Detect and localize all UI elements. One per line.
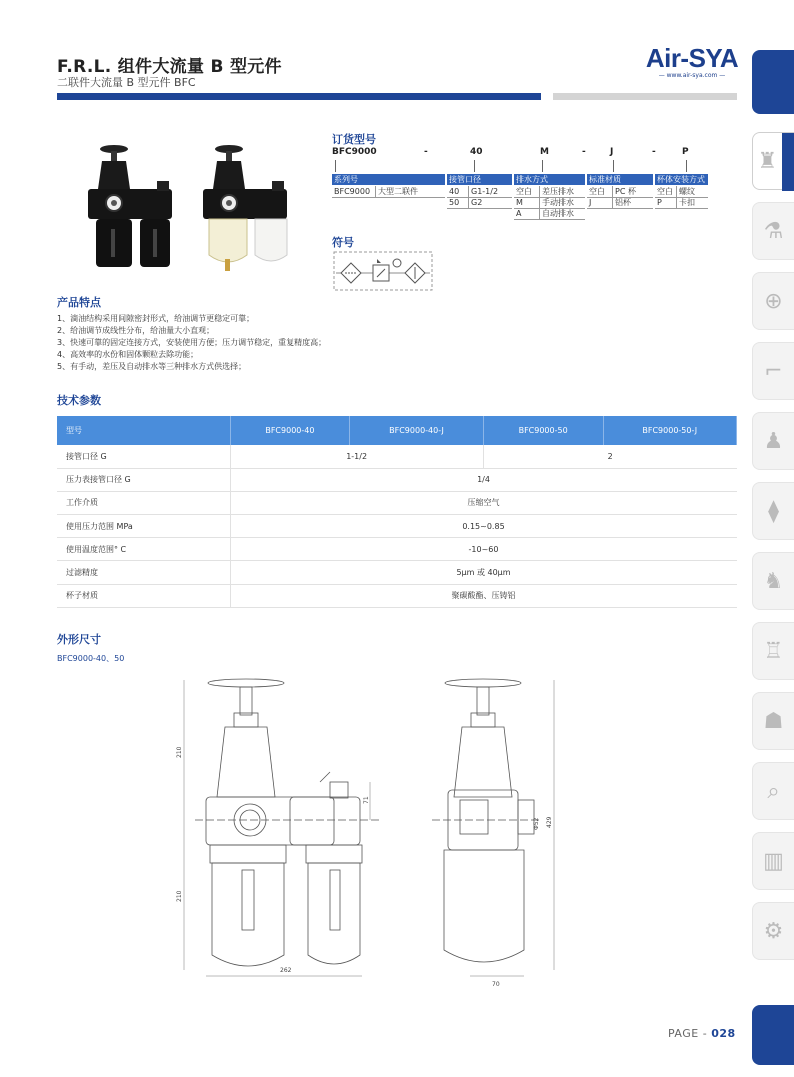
order-code-part: BFC9000: [332, 147, 377, 157]
sidebar-item-elbow[interactable]: [752, 762, 794, 820]
page-label: PAGE -: [668, 1027, 712, 1040]
order-option-desc: 差压排水: [539, 186, 574, 197]
feature-item: 5、有手动，差压及自动排水等三种排水方式供选择；: [57, 362, 247, 371]
fitting-icon: ⌐: [764, 358, 783, 384]
feature-item: 4、高效率的水份和固体颗粒去除功能；: [57, 350, 199, 359]
spec-cell: 2: [483, 445, 736, 468]
symbol-title: 符号: [332, 236, 354, 249]
spec-row-label: 过滤精度: [57, 561, 230, 584]
assembly-icon: ♖: [763, 638, 784, 664]
sidebar-item-filter[interactable]: [752, 202, 794, 260]
order-row-line: [587, 208, 653, 209]
header-bar-gray: [553, 93, 737, 100]
spec-cell: 5μm 或 40μm: [230, 561, 737, 584]
sidebar-item-actuator[interactable]: [752, 552, 794, 610]
order-group-header: 接管口径: [447, 174, 512, 185]
order-option-code: BFC9000: [334, 187, 371, 196]
spec-cell: 1/4: [230, 468, 737, 491]
top-side-tab: [752, 50, 794, 114]
brand-logo: [644, 44, 740, 80]
pump-icon: ⚙: [763, 918, 784, 944]
order-group-header: 系列号: [332, 174, 445, 185]
dim-label-429: 429: [546, 816, 553, 828]
order-option-desc: 卡扣: [676, 197, 695, 208]
spec-cell: 压缩空气: [230, 491, 737, 514]
sidebar-item-manifold[interactable]: [752, 692, 794, 750]
sidebar-item-regulator[interactable]: [752, 132, 794, 190]
order-group-header: 排水方式: [514, 174, 585, 185]
dimensions-title: 外形尺寸: [57, 633, 101, 646]
sidebar-item-assembly[interactable]: [752, 622, 794, 680]
sidebar-item-pump[interactable]: [752, 902, 794, 960]
order-code-tick: [686, 160, 687, 172]
spec-cell: 聚碳酸酯、压铸铝: [230, 584, 737, 607]
order-code-tick: [335, 160, 336, 172]
dim-label-262: 262: [280, 967, 292, 974]
order-option-desc: PC 杯: [612, 186, 636, 197]
spec-row: [57, 491, 737, 514]
spec-cell: 0.15~0.85: [230, 515, 737, 538]
feature-item: 2、给油调节成线性分布，给油量大小直观；: [57, 326, 215, 335]
page-title: F.R.L. 组件大流量 B 型元件: [57, 57, 282, 77]
spec-cell: 1-1/2: [230, 445, 483, 468]
order-code-part: -: [582, 147, 586, 157]
order-code-tick: [542, 160, 543, 172]
order-title: 订货型号: [332, 133, 376, 146]
filter-icon: ⚗: [763, 218, 784, 244]
logo-url: — www.air-sya.com —: [658, 72, 726, 79]
dimension-drawing: [170, 670, 590, 990]
order-option-code: 空白: [657, 187, 673, 196]
order-group-header: 标准材质: [587, 174, 653, 185]
regulator-icon: ♜: [757, 148, 778, 174]
page-number-value: 028: [711, 1027, 736, 1040]
order-option-code: 50: [449, 198, 460, 207]
page-number: [668, 1027, 736, 1040]
spec-column-header: BFC9000-50: [483, 416, 603, 445]
logo-text: Air-SYA: [645, 43, 739, 73]
spec-row: [57, 445, 737, 468]
order-row-line: [332, 197, 445, 198]
spec-row: [57, 468, 737, 491]
order-option-code: 40: [449, 187, 460, 196]
order-option-code: J: [589, 198, 592, 207]
spec-row-label: 工作介质: [57, 491, 230, 514]
order-code-part: M: [540, 147, 549, 157]
order-option-code: P: [657, 198, 662, 207]
spec-column-header: BFC9000-40-J: [350, 416, 483, 445]
order-code-part: -: [424, 147, 428, 157]
dim-label-phi52: Φ52: [533, 817, 540, 830]
spec-table: [57, 416, 737, 608]
order-option-desc: 螺纹: [676, 186, 695, 197]
order-code-tick: [613, 160, 614, 172]
sidebar-item-valve[interactable]: [752, 412, 794, 470]
spec-row-label: 使用压力范围 MPa: [57, 515, 230, 538]
sidebar-item-fitting[interactable]: [752, 342, 794, 400]
order-code-part: J: [610, 147, 614, 157]
gauge-icon: ⊕: [764, 288, 783, 314]
dimensions-subtitle: BFC9000-40、50: [57, 654, 125, 663]
spec-row: [57, 538, 737, 561]
spec-column-header: 型号: [57, 416, 230, 445]
actuator-icon: ♞: [763, 568, 784, 594]
spec-row-label: 压力表接管口径 G: [57, 468, 230, 491]
spec-row-label: 使用温度范围° C: [57, 538, 230, 561]
pneumatic-symbol: [333, 251, 433, 291]
order-row-line: [447, 208, 512, 209]
order-option-desc: G2: [468, 197, 482, 208]
solenoid-icon: ⧫: [768, 498, 779, 524]
order-option-code: 空白: [589, 187, 605, 196]
order-code-tick: [474, 160, 475, 172]
spec-row: [57, 515, 737, 538]
sidebar-item-solenoid[interactable]: [752, 482, 794, 540]
product-photo: [82, 137, 307, 277]
order-option-code: A: [516, 209, 522, 218]
product-unit-black: [88, 145, 172, 267]
dim-label-70: 70: [492, 981, 500, 988]
page-subtitle: 二联件大流量 B 型元件 BFC: [57, 76, 196, 89]
order-row-line: [655, 208, 708, 209]
order-code-part: 40: [470, 147, 483, 157]
feature-item: 3、快速可靠的固定连接方式，安装使用方便；压力调节稳定，重复精度高；: [57, 338, 327, 347]
order-row-line: [514, 219, 585, 220]
features-title: 产品特点: [57, 296, 101, 309]
valve-icon: ♟: [763, 428, 784, 454]
dim-label-71: 71: [363, 796, 370, 804]
spec-row-label: 接管口径 G: [57, 445, 230, 468]
spec-row: [57, 584, 737, 607]
order-group-header: 杯体安装方式: [655, 174, 708, 185]
manifold-icon: ☗: [763, 708, 784, 734]
order-code-part: -: [652, 147, 656, 157]
spec-column-header: BFC9000-50-J: [603, 416, 736, 445]
spec-row-label: 杯子材质: [57, 584, 230, 607]
spec-column-header: BFC9000-40: [230, 416, 350, 445]
product-unit-clear: [203, 145, 287, 271]
order-option-desc: 手动排水: [539, 197, 574, 208]
order-option-code: M: [516, 198, 523, 207]
order-option-desc: 铝杯: [612, 197, 631, 208]
order-option-code: 空白: [516, 187, 532, 196]
dim-label-210-bottom: 210: [176, 890, 183, 902]
spec-header-row: [57, 416, 737, 445]
elbow-icon: ⌕: [767, 778, 780, 804]
order-option-desc: 大型二联件: [375, 186, 418, 197]
order-option-desc: G1-1/2: [468, 186, 498, 197]
specs-title: 技术参数: [57, 394, 101, 407]
dim-label-210-top: 210: [176, 746, 183, 758]
sidebar-item-silencer[interactable]: [752, 832, 794, 890]
order-code-part: P: [682, 147, 689, 157]
spec-cell: -10~60: [230, 538, 737, 561]
sidebar-item-gauge[interactable]: [752, 272, 794, 330]
spec-row: [57, 561, 737, 584]
header-bar-blue: [57, 93, 541, 100]
feature-item: 1、滴油结构采用间隙密封形式，给油调节更稳定可靠；: [57, 314, 255, 323]
bottom-side-tab: [752, 1005, 794, 1065]
order-option-desc: 自动排水: [539, 208, 574, 219]
silencer-icon: ▥: [763, 848, 784, 874]
